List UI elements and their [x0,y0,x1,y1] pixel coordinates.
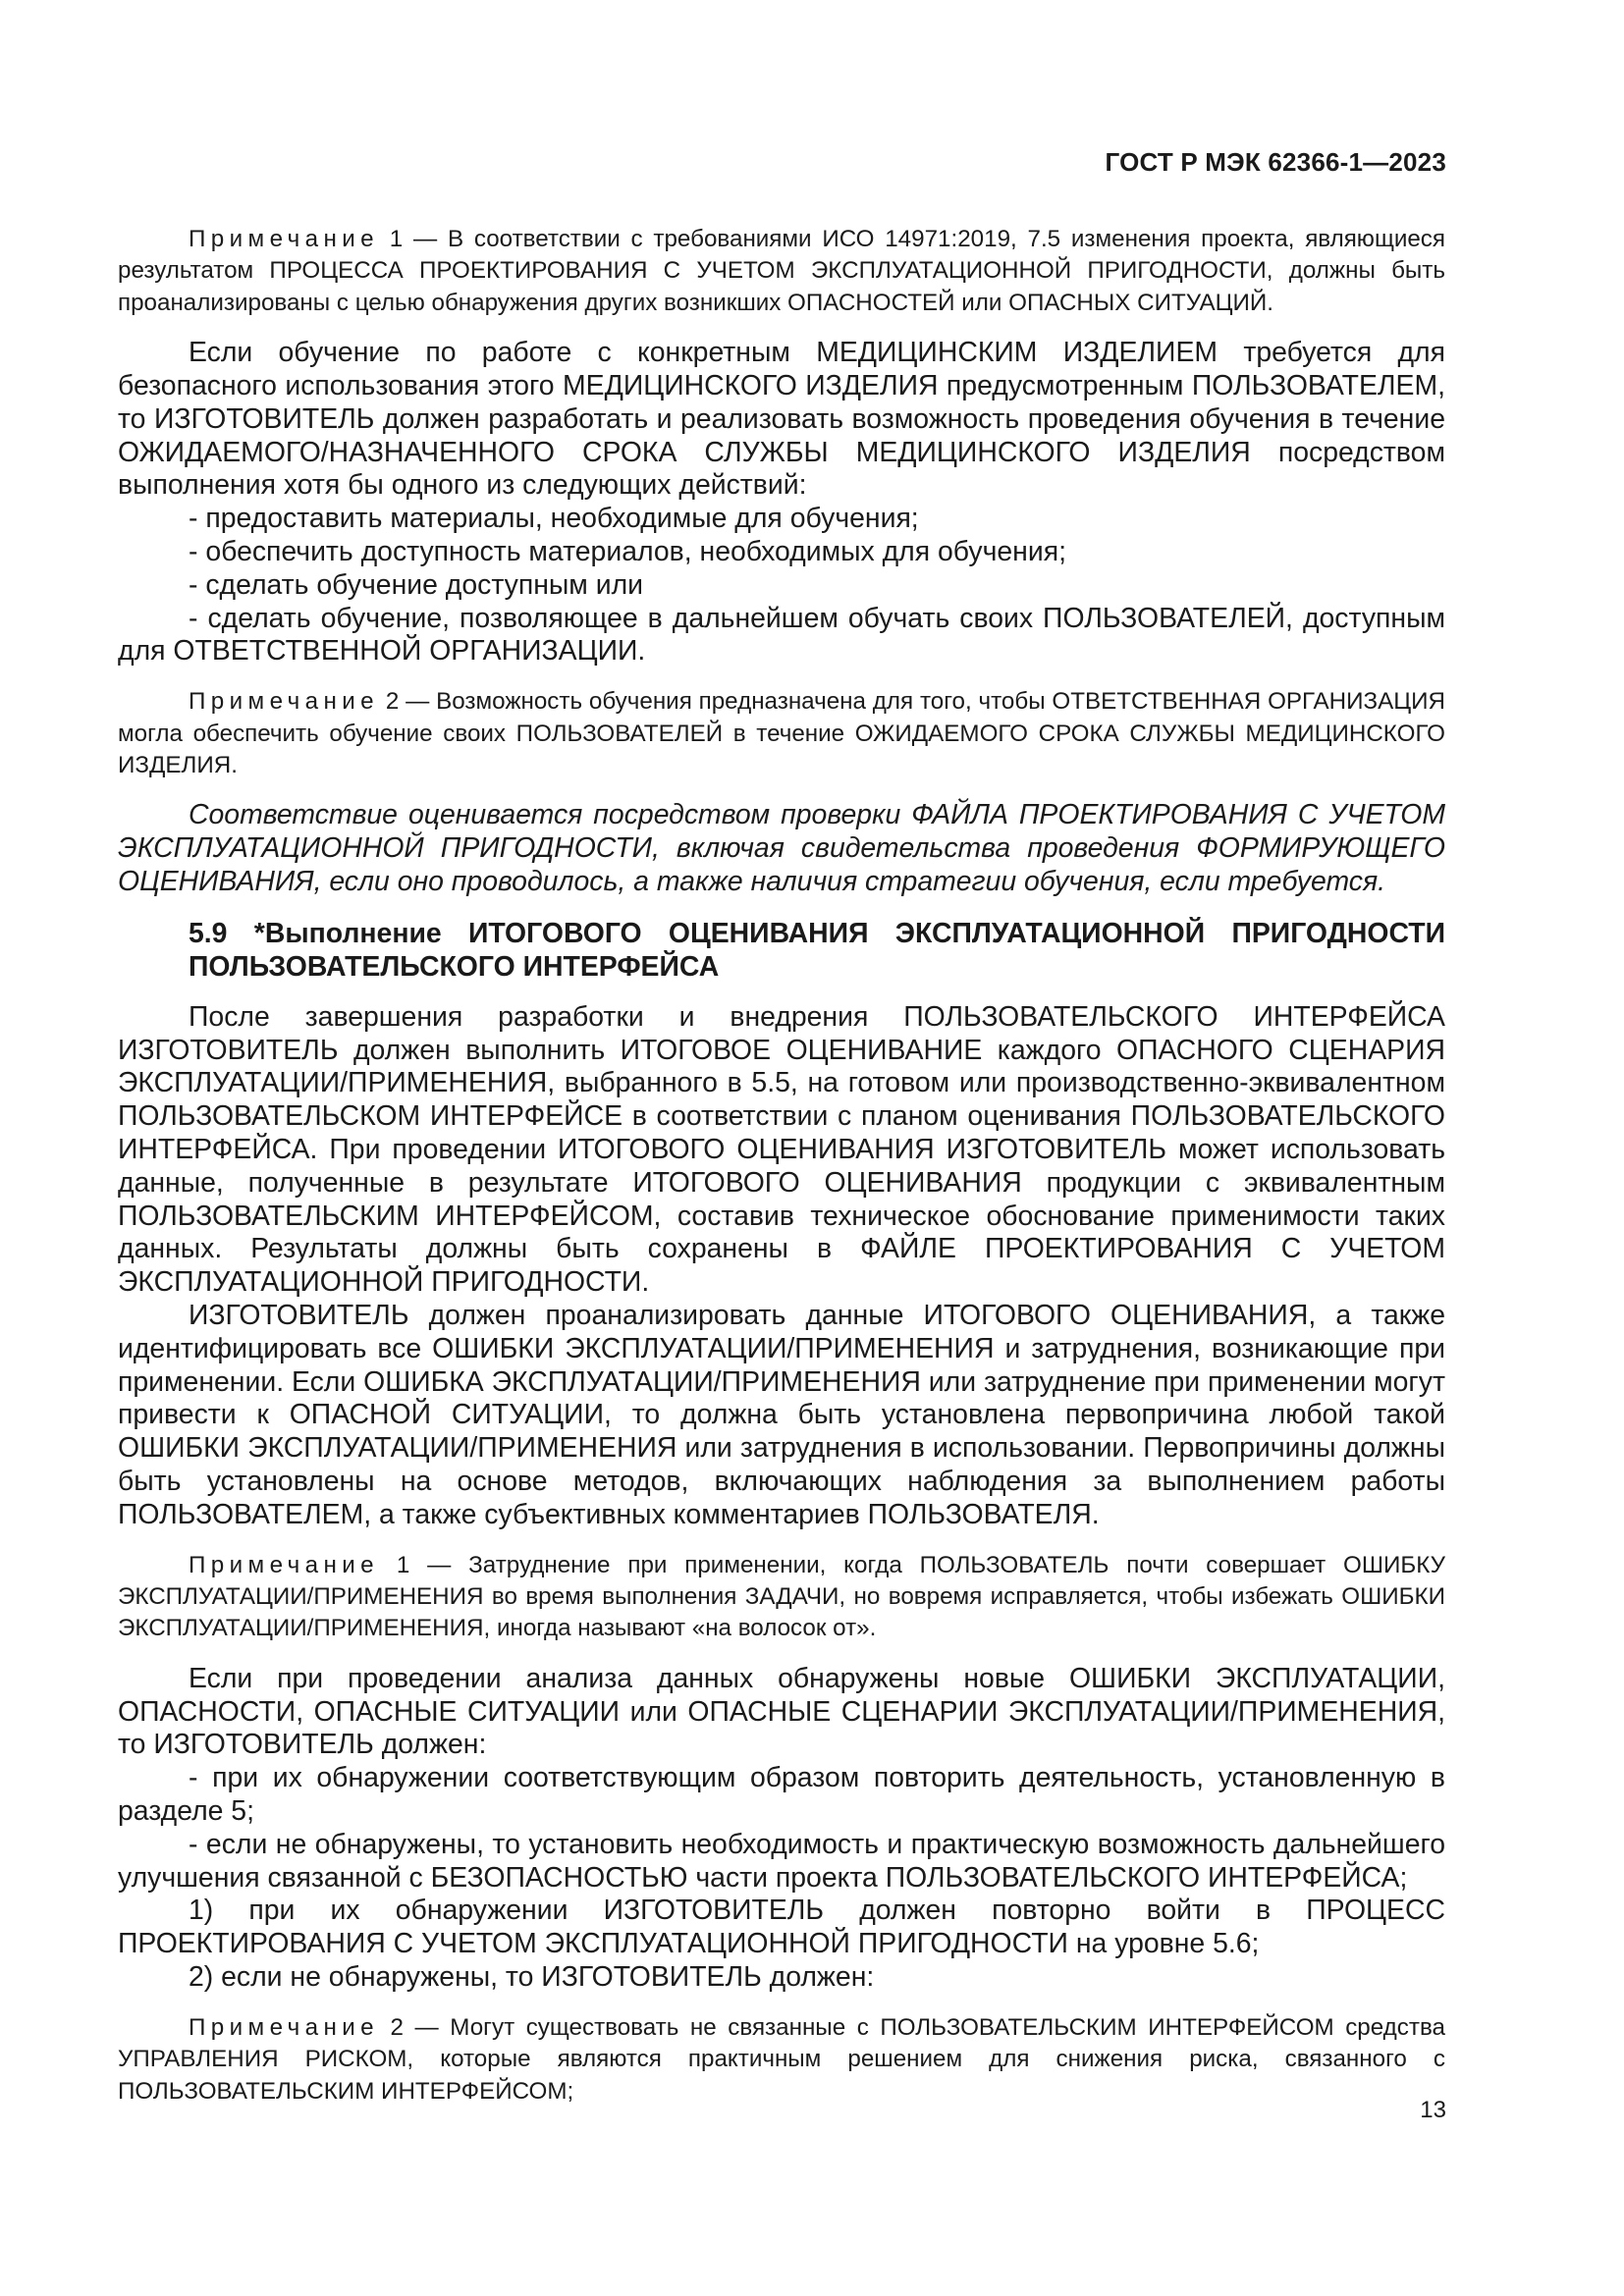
note-label: Примечание [189,688,379,716]
note-label: Примечание [189,2013,379,2041]
section-paragraph: После завершения разработки и внедрения ПОЛЬЗОВАТЕЛЬСКОГО ИНТЕРФЕЙСА ИЗГОТОВИТЕЛЬ должен выполнить ИТОГОВОЕ ОЦЕНИВАНИЕ каждого ОПАСНОГО СЦЕНАРИЯ ЭКСПЛУАТАЦИИ/ПРИМЕНЕНИЯ, выбранного в 5.5, на готовом или производственно-эквивалентном ПОЛЬЗОВАТЕЛЬСКОМ ИНТЕРФЕЙСЕ в соответствии с планом оценивания ПОЛЬЗОВАТЕЛЬСКОГО ИНТЕРФЕЙСА. При проведении ИТОГОВОГО ОЦЕНИВАНИЯ ИЗГОТОВИТЕЛЬ может использовать данные, полученные в результате ИТОГОВОГО ОЦЕНИВАНИЯ продукции с эквивалентным ПОЛЬЗОВАТЕЛЬСКИМ ИНТЕРФЕЙСОМ, составив техническое обоснование применимости таких данных. Результаты должны быть сохранены в ФАЙЛЕ ПРОЕКТИРОВАНИЯ С УЧЕТОМ ЭКСПЛУАТАЦИОННОЙ ПРИГОДНОСТИ. [118,1000,1445,1299]
document-id-header: ГОСТ Р МЭК 62366-1—2023 [1105,147,1446,177]
note-training-possibility [118,686,1445,781]
section-paragraph: Если при проведении анализа данных обнаружены новые ОШИБКИ ЭКСПЛУАТАЦИИ, ОПАСНОСТИ, ОПАСНЫЕ СИТУАЦИИ или ОПАСНЫЕ СЦЕНАРИИ ЭКСПЛУАТАЦИИ/ПРИМЕНЕНИЯ, то ИЗГОТОВИТЕЛЬ должен: [118,1662,1445,1761]
list-item: - предоставить материалы, необходимые для обучения; [189,503,919,535]
list-item: - сделать обучение, позволяющее в дальнейшем обучать своих ПОЛЬЗОВАТЕЛЕЙ, доступным для ОТВЕТСТВЕННОЙ ОРГАНИЗАЦИИ. [118,602,1445,667]
training-block [118,337,1445,668]
analysis-block [118,1663,1445,1995]
note-text: 2 — Возможность обучения предназначена для того, чтобы ОТВЕТСТВЕННАЯ ОРГАНИЗАЦИЯ могла обеспечить обучение своих ПОЛЬЗОВАТЕЛЕЙ в течение ОЖИДАЕМОГО СРОКА СЛУЖБЫ МЕДИЦИНСКОГО ИЗДЕЛИЯ. [118,688,1445,778]
section-paragraph: ИЗГОТОВИТЕЛЬ должен проанализировать данные ИТОГОВОГО ОЦЕНИВАНИЯ, а также идентифицировать все ОШИБКИ ЭКСПЛУАТАЦИИ/ПРИМЕНЕНИЯ и затруднения, возникающие при применении. Если ОШИБКА ЭКСПЛУАТАЦИИ/ПРИМЕНЕНИЯ или затруднение при применении могут привести к ОПАСНОЙ СИТУАЦИИ, то должна быть установлена первопричина любой такой ОШИБКИ ЭКСПЛУАТАЦИИ/ПРИМЕНЕНИЯ или затруднения в использовании. Первопричины должны быть установлены на основе методов, включающих наблюдения за выполнением работы ПОЛЬЗОВАТЕЛЕМ, а также субъективных комментариев ПОЛЬЗОВАТЕЛЯ. [118,1299,1445,1530]
note-label: Примечание [189,1551,379,1578]
list-item: - при их обнаружении соответствующим образом повторить деятельность, установленную в разделе 5; [118,1762,1445,1827]
section-body [118,1001,1445,1532]
list-item: - обеспечить доступность материалов, необходимых для обучения; [189,536,1066,567]
page-content [118,224,1445,2108]
note-risk-control [118,2012,1445,2108]
note-text: 2 — Могут существовать не связанные с ПОЛЬЗОВАТЕЛЬСКИМ ИНТЕРФЕЙСОМ средства УПРАВЛЕНИЯ РИСКОМ, которые являются практичным решением для снижения риска, связанного с ПОЛЬЗОВАТЕЛЬСКИМ ИНТЕРФЕЙСОМ; [118,2013,1445,2105]
list-item: - если не обнаружены, то установить необходимость и практическую возможность дальнейшего улучшения связанной с БЕЗОПАСНОСТЬЮ части проекта ПОЛЬЗОВАТЕЛЬСКОГО ИНТЕРФЕЙСА; [118,1828,1445,1894]
list-item: 2) если не обнаружены, то ИЗГОТОВИТЕЛЬ должен: [189,1960,875,1993]
training-intro-paragraph: Если обучение по работе с конкретным МЕДИЦИНСКИМ ИЗДЕЛИЕМ требуется для безопасного использования этого МЕДИЦИНСКОГО ИЗДЕЛИЯ предусмотренным ПОЛЬЗОВАТЕЛЕМ, то ИЗГОТОВИТЕЛЬ должен разработать и реализовать возможность проведения обучения в течение ОЖИДАЕМОГО/НАЗНАЧЕННОГО СРОКА СЛУЖБЫ МЕДИЦИНСКОГО ИЗДЕЛИЯ посредством выполнения хотя бы одного из следующих действий: [118,337,1445,502]
note-design-changes [118,224,1445,319]
note-text: 1 — В соответствии с требованиями ИСО 14971:2019, 7.5 изменения проекта, являющиеся результатом ПРОЦЕССА ПРОЕКТИРОВАНИЯ С УЧЕТОМ ЭКСПЛУАТАЦИОННОЙ ПРИГОДНОСТИ, должны быть проанализированы с целью обнаружения других возникших ОПАСНОСТЕЙ или ОПАСНЫХ СИТУАЦИЙ. [118,226,1445,316]
note-text: 1 — Затруднение при применении, когда ПОЛЬЗОВАТЕЛЬ почти совершает ОШИБКУ ЭКСПЛУАТАЦИИ/ПРИМЕНЕНИЯ во время выполнения ЗАДАЧИ, но вовремя исправляется, чтобы избежать ОШИБКИ ЭКСПЛУАТАЦИИ/ПРИМЕНЕНИЯ, иногда называют «на волосок от». [118,1551,1445,1642]
section-heading: 5.9 *Выполнение ИТОГОВОГО ОЦЕНИВАНИЯ ЭКСПЛУАТАЦИОННОЙ ПРИГОДНОСТИ ПОЛЬЗОВАТЕЛЬСКОГО ИНТЕРФЕЙСА [189,917,1445,983]
note-label: Примечание [189,226,379,252]
note-near-miss [118,1550,1445,1645]
list-item: 1) при их обнаружении ИЗГОТОВИТЕЛЬ должен повторно войти в ПРОЦЕСС ПРОЕКТИРОВАНИЯ С УЧЕТОМ ЭКСПЛУАТАЦИОННОЙ ПРИГОДНОСТИ на уровне 5.6; [118,1895,1445,1960]
conformity-statement: Соответствие оценивается посредством проверки ФАЙЛА ПРОЕКТИРОВАНИЯ С УЧЕТОМ ЭКСПЛУАТАЦИОННОЙ ПРИГОДНОСТИ, включая свидетельства проведения ФОРМИРУЮЩЕГО ОЦЕНИВАНИЯ, если оно проводилось, а также наличия стратегии обучения, если требуется. [118,799,1445,897]
list-item: - сделать обучение доступным или [189,568,643,601]
page-number: 13 [1420,2097,1446,2123]
